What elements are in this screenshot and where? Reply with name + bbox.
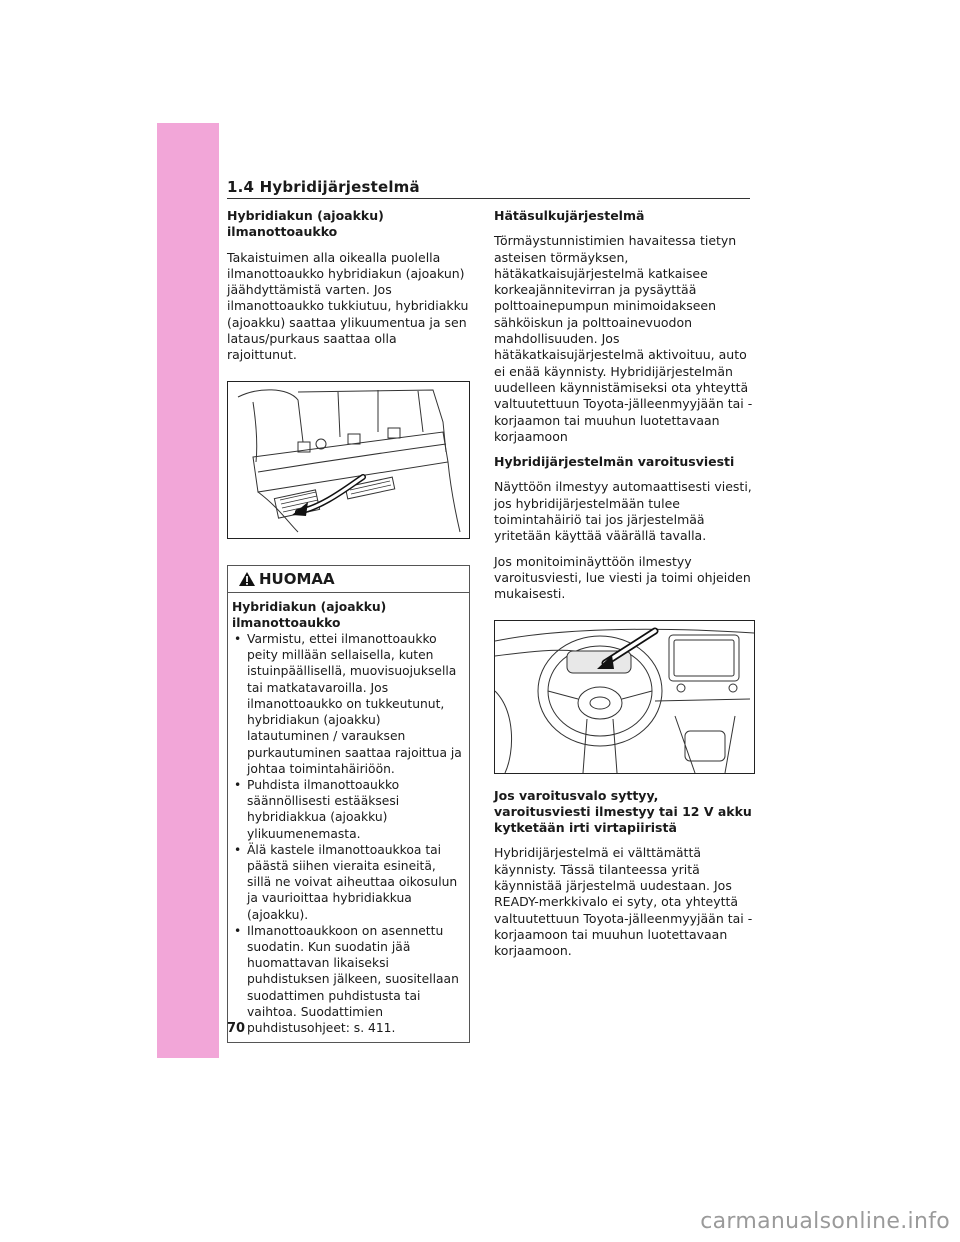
air-intake-text: Takaistuimen alla oikealla puolella ilmanottoaukko hybridiakun (ajoakun) jäähdyttämistä varten. Jos ilmanottoaukko tukkiutuu, hybridiakku (ajoakku) saattaa ylikuumentua ja sen lataus/purkaus saattaa olla rajoittunut. [227, 249, 469, 363]
left-column [227, 208, 470, 1043]
page-number: 70 [227, 1021, 246, 1036]
air-intake-heading: Hybridiakun (ajoakku) ilmanottoaukko [227, 208, 384, 240]
rear-seat-illustration [227, 381, 470, 539]
watermark: carmanualsonline.info [700, 1209, 950, 1234]
caution-item: • Puhdista ilmanottoaukko säännöllisesti estääksesi hybridiakkua (ajoakku) ylikuumenemasta. [232, 777, 463, 842]
caution-list [232, 631, 463, 1036]
side-tab-band [157, 123, 219, 1058]
warning-light-heading: Jos varoitusvalo syttyy, varoitusviesti ilmestyy tai 12 V akku kytketään irti virtapiiristä [494, 787, 752, 836]
caution-item: • Älä kastele ilmanottoaukkoa tai päästä siihen vieraita esineitä, sillä ne voivat aiheuttaa oikosulun ja vaurioittaa hybridiakkua (ajoakku). [232, 842, 463, 923]
section-title: 1.4 Hybridijärjestelmä [227, 178, 420, 196]
emergency-shutoff-heading: Hätäsulkujärjestelmä [494, 208, 645, 223]
caution-subheading: Hybridiakun (ajoakku) ilmanottoaukko [232, 599, 387, 630]
warning-message-text-1: Näyttöön ilmestyy automaattisesti viesti, jos hybridijärjestelmään tulee toimintahäiriö tai jos järjestelmää yritetään käyttää väärällä tavalla. [494, 479, 752, 544]
caution-item: • Varmistu, ettei ilmanottoaukko peity millään sellaisella, kuten istuinpäällisellä, muovisuojuksella tai matkatavaroilla. Jos ilmanottoaukko on tukkeutunut, hybridiakun (ajoakku) latautuminen / varauksen purkautuminen saattaa rajoittua ja johtaa toimintahäiriöön. [232, 631, 463, 777]
warning-message-text-2: Jos monitoiminäyttöön ilmestyy varoitusviesti, lue viesti ja toimi ohjeiden mukaisesti. [494, 553, 751, 602]
dashboard-illustration [494, 620, 755, 774]
emergency-shutoff-text: Törmäystunnistimien havaitessa tietyn asteisen törmäyksen, hätäkatkaisujärjestelmä katkaisee korkeajännitevirran ja pysäyttää polttoainepumpun minimoidakseen sähköiskun ja polttoainevuodon mahdollisuuden. Jos hätäkatkaisujärjestelmä aktivoituu, auto ei enää käynnisty. Hybridijärjestelmän uudelleen käynnistämiseksi ota yhteyttä valtuutettuun Toyota-jälleenmyyjään tai -korjaamon tai muuhun luotettavaan korjaamoon [494, 233, 753, 444]
section-divider [227, 198, 750, 199]
warning-light-text: Hybridijärjestelmä ei välttämättä käynnisty. Tässä tilanteessa yritä käynnistää järjestelmä uudestaan. Jos READY-merkkivalo ei syty, ota yhteyttä valtuutettuun Toyota-jälleenmyyjään tai -korjaamoon tai muuhun luotettavaan korjaamoon. [494, 845, 753, 959]
caution-item: • Ilmanottoaukkoon on asennettu suodatin. Kun suodatin jää huomattavan likaiseksi puhdistuksen jälkeen, suositellaan suodattimen puhdistusta tai vaihtoa. Suodattimien puhdistusohjeet: s. 411. [232, 923, 463, 1036]
caution-content [228, 593, 469, 1042]
warning-message-heading: Hybridijärjestelmän varoitusviesti [494, 454, 735, 470]
caution-title: HUOMAA [259, 569, 335, 588]
caution-header [228, 566, 469, 593]
warning-icon [238, 571, 256, 587]
caution-box [227, 565, 470, 1043]
right-column [494, 208, 754, 969]
